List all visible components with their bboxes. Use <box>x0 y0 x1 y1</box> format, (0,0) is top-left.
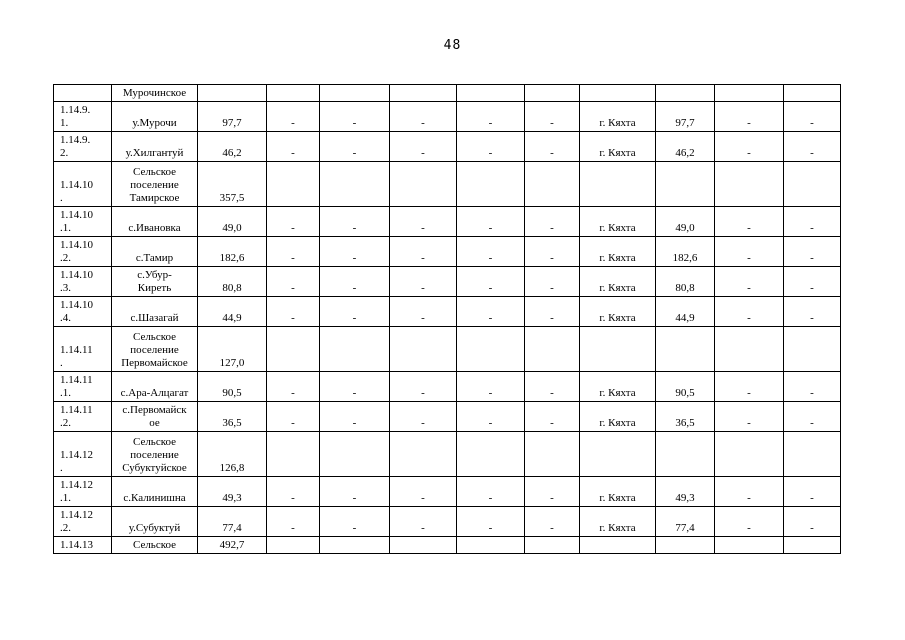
table-row <box>54 267 841 297</box>
dash-cell: - <box>715 132 784 162</box>
row-value: 90,5 <box>198 372 267 402</box>
dash-cell: - <box>320 297 390 327</box>
empty-cell <box>656 537 715 554</box>
dash-cell: - <box>525 477 580 507</box>
dash-cell: - <box>390 267 457 297</box>
row-destination-value: 44,9 <box>656 297 715 327</box>
dash-cell: - <box>784 402 841 432</box>
dash-cell: - <box>320 102 390 132</box>
row-destination-value: 46,2 <box>656 132 715 162</box>
empty-cell <box>784 327 841 372</box>
row-value: 80,8 <box>198 267 267 297</box>
dash-cell: - <box>267 207 320 237</box>
dash-cell: - <box>457 237 525 267</box>
dash-cell: - <box>715 237 784 267</box>
row-destination: г. Кяхта <box>580 207 656 237</box>
empty-cell <box>715 162 784 207</box>
row-name: Сельское поселение Субуктуйское <box>112 432 198 477</box>
empty-cell <box>320 432 390 477</box>
empty-cell <box>267 85 320 102</box>
dash-cell: - <box>267 402 320 432</box>
empty-cell <box>656 85 715 102</box>
empty-cell <box>320 162 390 207</box>
row-destination: г. Кяхта <box>580 267 656 297</box>
empty-cell <box>267 432 320 477</box>
table-row <box>54 432 841 477</box>
empty-cell <box>580 537 656 554</box>
dash-cell: - <box>784 297 841 327</box>
empty-cell <box>784 537 841 554</box>
row-name: Сельское поселение Тамирское <box>112 162 198 207</box>
empty-cell <box>390 327 457 372</box>
empty-cell <box>656 162 715 207</box>
empty-cell <box>525 85 580 102</box>
table-row <box>54 507 841 537</box>
page-number: 48 <box>443 38 462 53</box>
dash-cell: - <box>457 102 525 132</box>
dash-cell: - <box>715 102 784 132</box>
table-row <box>54 237 841 267</box>
dash-cell: - <box>267 132 320 162</box>
row-name: у.Субуктуй <box>112 507 198 537</box>
row-value: 357,5 <box>198 162 267 207</box>
dash-cell: - <box>390 507 457 537</box>
row-destination: г. Кяхта <box>580 102 656 132</box>
row-destination: г. Кяхта <box>580 297 656 327</box>
row-code: 1.14.10 .3. <box>54 267 112 297</box>
row-name: с.Убур- Киреть <box>112 267 198 297</box>
row-destination-value: 90,5 <box>656 372 715 402</box>
empty-cell <box>457 85 525 102</box>
empty-cell <box>390 537 457 554</box>
row-value: 46,2 <box>198 132 267 162</box>
dash-cell: - <box>457 402 525 432</box>
dash-cell: - <box>784 237 841 267</box>
row-value: 492,7 <box>198 537 267 554</box>
row-name: Сельское поселение Первомайское <box>112 327 198 372</box>
empty-cell <box>457 537 525 554</box>
empty-cell <box>267 327 320 372</box>
row-code: 1.14.12 . <box>54 432 112 477</box>
table-row <box>54 477 841 507</box>
empty-cell <box>580 162 656 207</box>
table-row <box>54 85 841 102</box>
row-code: 1.14.11 .2. <box>54 402 112 432</box>
row-name: с.Шазагай <box>112 297 198 327</box>
row-name: с.Ара-Алцагат <box>112 372 198 402</box>
empty-cell <box>390 162 457 207</box>
table-row <box>54 207 841 237</box>
empty-cell <box>715 327 784 372</box>
row-name: с.Калинишна <box>112 477 198 507</box>
dash-cell: - <box>457 372 525 402</box>
table-row <box>54 402 841 432</box>
dash-cell: - <box>390 372 457 402</box>
dash-cell: - <box>525 237 580 267</box>
dash-cell: - <box>390 402 457 432</box>
dash-cell: - <box>320 237 390 267</box>
empty-cell <box>580 432 656 477</box>
empty-cell <box>715 537 784 554</box>
dash-cell: - <box>320 507 390 537</box>
empty-cell <box>525 162 580 207</box>
dash-cell: - <box>320 207 390 237</box>
table-row <box>54 297 841 327</box>
dash-cell: - <box>525 402 580 432</box>
row-name: у.Хилгантуй <box>112 132 198 162</box>
row-code: 1.14.10 .1. <box>54 207 112 237</box>
row-value: 36,5 <box>198 402 267 432</box>
dash-cell: - <box>525 267 580 297</box>
empty-cell <box>580 327 656 372</box>
dash-cell: - <box>784 267 841 297</box>
empty-cell <box>525 327 580 372</box>
empty-cell <box>320 85 390 102</box>
row-destination: г. Кяхта <box>580 132 656 162</box>
row-code: 1.14.11 .1. <box>54 372 112 402</box>
row-destination-value: 36,5 <box>656 402 715 432</box>
dash-cell: - <box>320 132 390 162</box>
table-body <box>54 85 841 554</box>
row-value: 44,9 <box>198 297 267 327</box>
empty-cell <box>580 85 656 102</box>
dash-cell: - <box>525 297 580 327</box>
row-value <box>198 85 267 102</box>
dash-cell: - <box>525 102 580 132</box>
row-value: 127,0 <box>198 327 267 372</box>
row-destination-value: 80,8 <box>656 267 715 297</box>
dash-cell: - <box>320 372 390 402</box>
dash-cell: - <box>525 507 580 537</box>
dash-cell: - <box>267 102 320 132</box>
dash-cell: - <box>390 237 457 267</box>
dash-cell: - <box>457 477 525 507</box>
row-destination-value: 49,3 <box>656 477 715 507</box>
dash-cell: - <box>267 297 320 327</box>
dash-cell: - <box>715 477 784 507</box>
row-value: 97,7 <box>198 102 267 132</box>
dash-cell: - <box>267 237 320 267</box>
row-destination: г. Кяхта <box>580 402 656 432</box>
dash-cell: - <box>390 477 457 507</box>
dash-cell: - <box>784 372 841 402</box>
table-row <box>54 132 841 162</box>
dash-cell: - <box>457 507 525 537</box>
row-code <box>54 85 112 102</box>
dash-cell: - <box>784 132 841 162</box>
dash-cell: - <box>715 207 784 237</box>
empty-cell <box>656 432 715 477</box>
row-code: 1.14.11 . <box>54 327 112 372</box>
dash-cell: - <box>525 372 580 402</box>
table-row <box>54 537 841 554</box>
empty-cell <box>784 432 841 477</box>
row-code: 1.14.10 . <box>54 162 112 207</box>
row-code: 1.14.13 <box>54 537 112 554</box>
empty-cell <box>390 85 457 102</box>
dash-cell: - <box>320 402 390 432</box>
row-value: 49,3 <box>198 477 267 507</box>
row-name: Мурочинское <box>112 85 198 102</box>
empty-cell <box>267 537 320 554</box>
row-destination: г. Кяхта <box>580 372 656 402</box>
dash-cell: - <box>267 477 320 507</box>
row-code: 1.14.9. 2. <box>54 132 112 162</box>
empty-cell <box>457 432 525 477</box>
row-code: 1.14.12 .1. <box>54 477 112 507</box>
table-row <box>54 102 841 132</box>
empty-cell <box>525 432 580 477</box>
dash-cell: - <box>267 507 320 537</box>
dash-cell: - <box>267 372 320 402</box>
table-row <box>54 327 841 372</box>
empty-cell <box>715 85 784 102</box>
row-code: 1.14.10 .4. <box>54 297 112 327</box>
empty-cell <box>320 327 390 372</box>
dash-cell: - <box>715 507 784 537</box>
dash-cell: - <box>390 207 457 237</box>
dash-cell: - <box>390 297 457 327</box>
dash-cell: - <box>457 267 525 297</box>
empty-cell <box>784 85 841 102</box>
empty-cell <box>267 162 320 207</box>
row-name: с.Ивановка <box>112 207 198 237</box>
row-name: Сельское <box>112 537 198 554</box>
row-destination: г. Кяхта <box>580 477 656 507</box>
row-value: 126,8 <box>198 432 267 477</box>
row-value: 77,4 <box>198 507 267 537</box>
row-destination-value: 49,0 <box>656 207 715 237</box>
dash-cell: - <box>320 477 390 507</box>
dash-cell: - <box>784 207 841 237</box>
dash-cell: - <box>715 267 784 297</box>
empty-cell <box>715 432 784 477</box>
dash-cell: - <box>525 132 580 162</box>
row-code: 1.14.10 .2. <box>54 237 112 267</box>
row-destination: г. Кяхта <box>580 507 656 537</box>
dash-cell: - <box>784 507 841 537</box>
row-code: 1.14.12 .2. <box>54 507 112 537</box>
empty-cell <box>656 327 715 372</box>
row-destination-value: 97,7 <box>656 102 715 132</box>
dash-cell: - <box>457 132 525 162</box>
row-name: у.Мурочи <box>112 102 198 132</box>
dash-cell: - <box>390 102 457 132</box>
empty-cell <box>390 432 457 477</box>
empty-cell <box>320 537 390 554</box>
dash-cell: - <box>390 132 457 162</box>
table-row <box>54 162 841 207</box>
dash-cell: - <box>715 372 784 402</box>
row-name: с.Первомайск ое <box>112 402 198 432</box>
table-row <box>54 372 841 402</box>
empty-cell <box>457 162 525 207</box>
empty-cell <box>457 327 525 372</box>
dash-cell: - <box>267 267 320 297</box>
empty-cell <box>525 537 580 554</box>
dash-cell: - <box>320 267 390 297</box>
dash-cell: - <box>715 297 784 327</box>
dash-cell: - <box>784 102 841 132</box>
row-destination: г. Кяхта <box>580 237 656 267</box>
row-destination-value: 77,4 <box>656 507 715 537</box>
row-value: 182,6 <box>198 237 267 267</box>
dash-cell: - <box>715 402 784 432</box>
dash-cell: - <box>525 207 580 237</box>
row-code: 1.14.9. 1. <box>54 102 112 132</box>
row-name: с.Тамир <box>112 237 198 267</box>
row-destination-value: 182,6 <box>656 237 715 267</box>
row-value: 49,0 <box>198 207 267 237</box>
empty-cell <box>784 162 841 207</box>
settlements-table <box>53 84 841 554</box>
dash-cell: - <box>457 207 525 237</box>
dash-cell: - <box>784 477 841 507</box>
dash-cell: - <box>457 297 525 327</box>
